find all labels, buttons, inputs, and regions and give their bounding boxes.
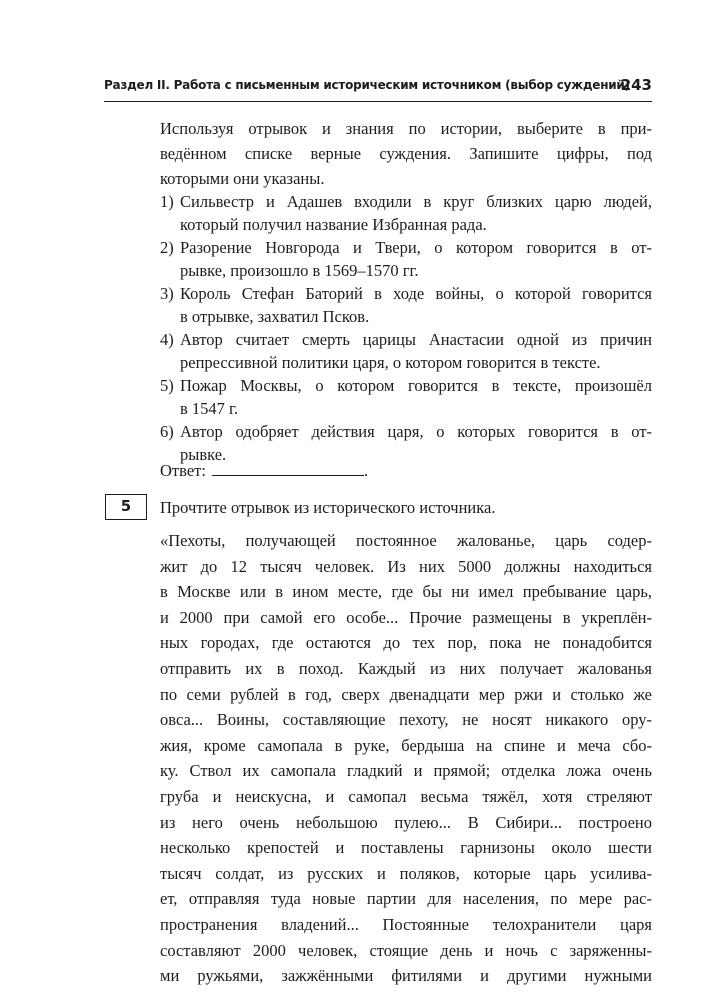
excerpt-line: и 2000 при самой его особе... Прочие размещены в укреплён-	[160, 607, 652, 627]
judgement-option-5	[160, 374, 652, 420]
option-line: Разорение Новгорода и Твери, о котором говорится в от-	[180, 238, 652, 257]
excerpt-line: тысяч солдат, из русских и поляков, которые царь усилива-	[160, 863, 652, 883]
excerpt-line: по семи рублей в год, сверх двенадцати мер ржи и столько же	[160, 684, 652, 704]
instruction-line: которыми они указаны.	[160, 169, 325, 188]
judgement-option-3	[160, 282, 652, 328]
excerpt-line: ет, отправляя туда новые партии для населения, по мере рас-	[160, 889, 652, 909]
option-line: репрессивной политики царя, о котором говорится в тексте.	[180, 353, 601, 372]
option-line: Король Стефан Баторий в ходе войны, о которой говорится	[180, 284, 652, 303]
option-line: Сильвестр и Адашев входили в круг близких царю людей,	[180, 192, 652, 211]
excerpt-line: отправить их в поход. Каждый из них получает жалованья	[160, 658, 652, 678]
excerpt-line: груба и неискусна, и самопал весьма тяжёл, хотя стреляют	[160, 786, 652, 806]
header-rule	[104, 101, 652, 102]
page-number: 243	[620, 76, 652, 94]
option-line: в 1547 г.	[180, 399, 239, 418]
answer-blank[interactable]	[212, 459, 364, 476]
excerpt-line: «Пехоты, получающей постоянное жалованье, царь содер-	[160, 531, 652, 550]
option-number: 5)	[160, 376, 174, 395]
task-4-instruction	[160, 116, 652, 191]
running-head: Раздел II. Работа с письменным историческим источником (выбор суждений)	[104, 78, 630, 92]
option-number: 3)	[160, 284, 174, 303]
excerpt-line: ку. Ствол их самопала гладкий и прямой; отделка ложа очень	[160, 761, 652, 781]
option-number: 4)	[160, 330, 174, 349]
instruction-line: ведённом списке верные суждения. Запишите цифры, под	[160, 144, 652, 163]
instruction-line: Используя отрывок и знания по истории, выберите в при-	[160, 119, 652, 138]
answer-label: Ответ:	[160, 461, 206, 480]
option-line: рывке, произошло в 1569–1570 гг.	[180, 261, 419, 280]
option-number: 1)	[160, 192, 174, 211]
excerpt-line: жит до 12 тысяч человек. Из них 5000 должны находиться	[160, 556, 652, 576]
option-line: Автор считает смерть царицы Анастасии одной из причин	[180, 330, 652, 349]
option-line: который получил название Избранная рада.	[180, 215, 487, 234]
judgement-options-list	[160, 190, 652, 466]
excerpt-line: составляют 2000 человек, стоящие день и ночь с заряженны-	[160, 940, 652, 960]
answer-end: .	[363, 461, 369, 480]
excerpt-line: ных городах, где остаются до тех пор, пока не понадобится	[160, 633, 652, 653]
option-number: 6)	[160, 422, 174, 441]
option-line: рывке.	[180, 445, 227, 464]
option-number: 2)	[160, 238, 174, 257]
excerpt-line: в Москве или в ином месте, где бы ни имел пребывание царь,	[160, 582, 652, 602]
option-line: Пожар Москвы, о котором говорится в тексте, произошёл	[180, 376, 652, 395]
source-excerpt	[160, 528, 652, 989]
judgement-option-4	[160, 328, 652, 374]
option-line: в отрывке, захватил Псков.	[180, 307, 370, 326]
excerpt-line: овса... Воины, составляющие пехоту, не носят никакого ору-	[160, 710, 652, 730]
judgement-option-1	[160, 190, 652, 236]
answer-row	[160, 458, 368, 483]
excerpt-line: пространения владений... Постоянные телохранители царя	[160, 914, 652, 934]
excerpt-line: несколько крепостей и поставлены гарнизоны около шести	[160, 838, 652, 858]
excerpt-line: жия, кроме самопала в руке, бердыша на спине и меча сбо-	[160, 735, 652, 755]
task-5-instruction: Прочтите отрывок из исторического источника.	[160, 498, 496, 517]
task-number-box: 5	[105, 494, 147, 520]
judgement-option-2	[160, 236, 652, 282]
option-line: Автор одобряет действия царя, о которых говорится в от-	[180, 422, 652, 441]
excerpt-line: ми ружьями, зажжёнными фитилями и другими нужными	[160, 966, 652, 986]
excerpt-line: из него очень небольшою пулею... В Сибири... построено	[160, 812, 652, 832]
